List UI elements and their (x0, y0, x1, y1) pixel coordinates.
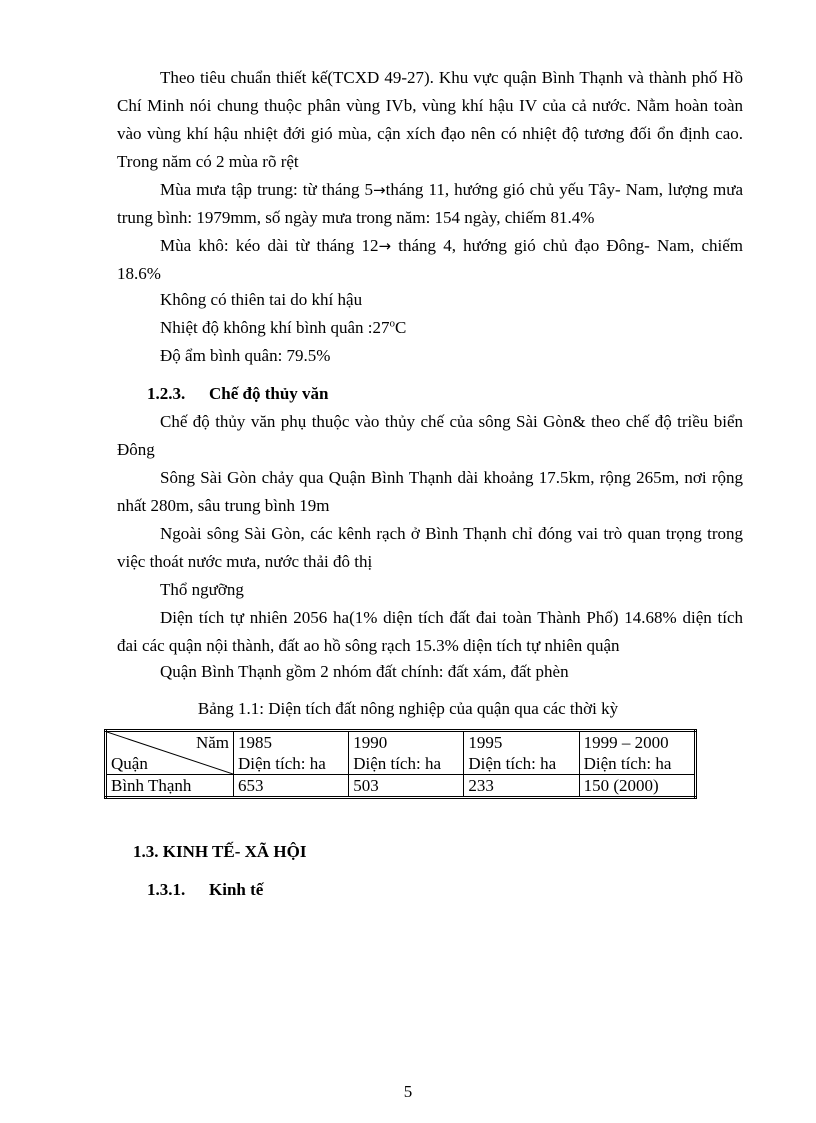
paragraph-temperature (160, 314, 406, 342)
diagonal-line (107, 732, 233, 774)
rainy-season-text-a: Mùa mưa tập trung: từ tháng 5 (160, 180, 374, 199)
heading-1-2-3 (147, 380, 329, 408)
paragraph-soil-groups: Quận Bình Thạnh gồm 2 nhóm đất chính: đất xám, đất phèn (160, 662, 569, 681)
table-header-row (106, 731, 696, 775)
dry-season-text-a: Mùa khô: kéo dài từ tháng 12 (160, 236, 379, 255)
page-number: 5 (403, 1082, 413, 1101)
temperature-text: Nhiệt độ không khí bình quân :27 (160, 318, 390, 337)
heading-1-3: 1.3. KINH TẾ- XÃ HỘI (133, 842, 307, 861)
rainy-season-text-b: tháng 11, hướng gió chủ yếu Tây- Nam, lượng mưa trung bình: 1979mm, số ngày mưa trong năm: 154 ngày, chiếm 81.4% (117, 180, 743, 227)
heading-title: Chế độ thủy văn (209, 384, 329, 403)
unit-label: Diện tích: ha (353, 754, 441, 773)
paragraph-saigon-river: Sông Sài Gòn chảy qua Quận Bình Thạnh dài khoảng 17.5km, rộng 265m, nơi rộng nhất 280m, sâu trung bình 19m (117, 468, 743, 515)
agricultural-land-table (104, 729, 697, 799)
value-cell: 503 (349, 775, 464, 798)
year-label: 1999 – 2000 (583, 733, 669, 752)
table-corner-cell (106, 731, 234, 775)
temperature-unit: C (394, 318, 407, 337)
value-cell: 653 (234, 775, 349, 798)
paragraph-soil-title: Thổ ngưỡng (160, 580, 244, 599)
paragraph-area: Diện tích tự nhiên 2056 ha(1% diện tích đất đai toàn Thành Phố) 14.68% diện tích đai các quận nội thành, đất ao hồ sông rạch 15.3% diện tích tự nhiên quận (117, 608, 743, 655)
arrow-right-icon: → (373, 181, 386, 199)
unit-label: Diện tích: ha (583, 754, 672, 773)
year-label: 1990 (353, 733, 388, 752)
paragraph-hydrology: Chế độ thủy văn phụ thuộc vào thủy chế của sông Sài Gòn& theo chế độ triều biển Đông (117, 412, 743, 459)
table-caption: Bảng 1.1: Diện tích đất nông nghiệp của quận qua các thời kỳ (197, 699, 619, 718)
year-label: 1995 (468, 733, 503, 752)
corner-district-label: Quận (111, 754, 148, 773)
table-header-cell (234, 731, 349, 775)
table-header-cell (349, 731, 464, 775)
paragraph-humidity: Độ ẩm bình quân: 79.5% (160, 346, 331, 365)
dry-season-text-b: tháng 4, hướng gió chủ đạo Đông- Nam, chiếm 18.6% (117, 236, 744, 283)
heading-number: 1.2.3. (147, 384, 186, 403)
heading-1-3-1 (147, 876, 263, 904)
paragraph-canals: Ngoài sông Sài Gòn, các kênh rạch ở Bình Thạnh chỉ đóng vai trò quan trọng trong việc thoát nước mưa, nước thải đô thị (117, 524, 743, 571)
district-cell: Bình Thạnh (106, 775, 234, 798)
value-cell: 233 (464, 775, 579, 798)
value-cell: 150 (2000) (579, 775, 695, 798)
paragraph-dry-season (117, 232, 743, 288)
arrow-right-icon: → (378, 237, 392, 255)
paragraph-no-disaster: Không có thiên tai do khí hậu (160, 290, 363, 309)
degree-superscript: o (389, 317, 395, 330)
paragraph-climate-standard: Theo tiêu chuẩn thiết kế(TCXD 49-27). Khu vực quận Bình Thạnh và thành phố Hồ Chí Minh nói chung thuộc phân vùng IVb, vùng khí hậu IV của cả nước. Nằm hoàn toàn vào vùng khí hậu nhiệt đới gió mùa, cận xích đạo nên có nhiệt độ tương đối ổn định cao. Trong năm có 2 mùa rõ rệt (117, 68, 743, 171)
table-row (106, 775, 696, 798)
table-header-cell (579, 731, 695, 775)
paragraph-rainy-season (117, 176, 743, 232)
corner-year-label: Năm (195, 733, 229, 752)
heading-number: 1.3.1. (147, 880, 186, 899)
year-label: 1985 (238, 733, 272, 752)
unit-label: Diện tích: ha (238, 754, 326, 773)
unit-label: Diện tích: ha (468, 754, 557, 773)
table-header-cell (464, 731, 579, 775)
heading-title: Kinh tế (209, 880, 264, 899)
